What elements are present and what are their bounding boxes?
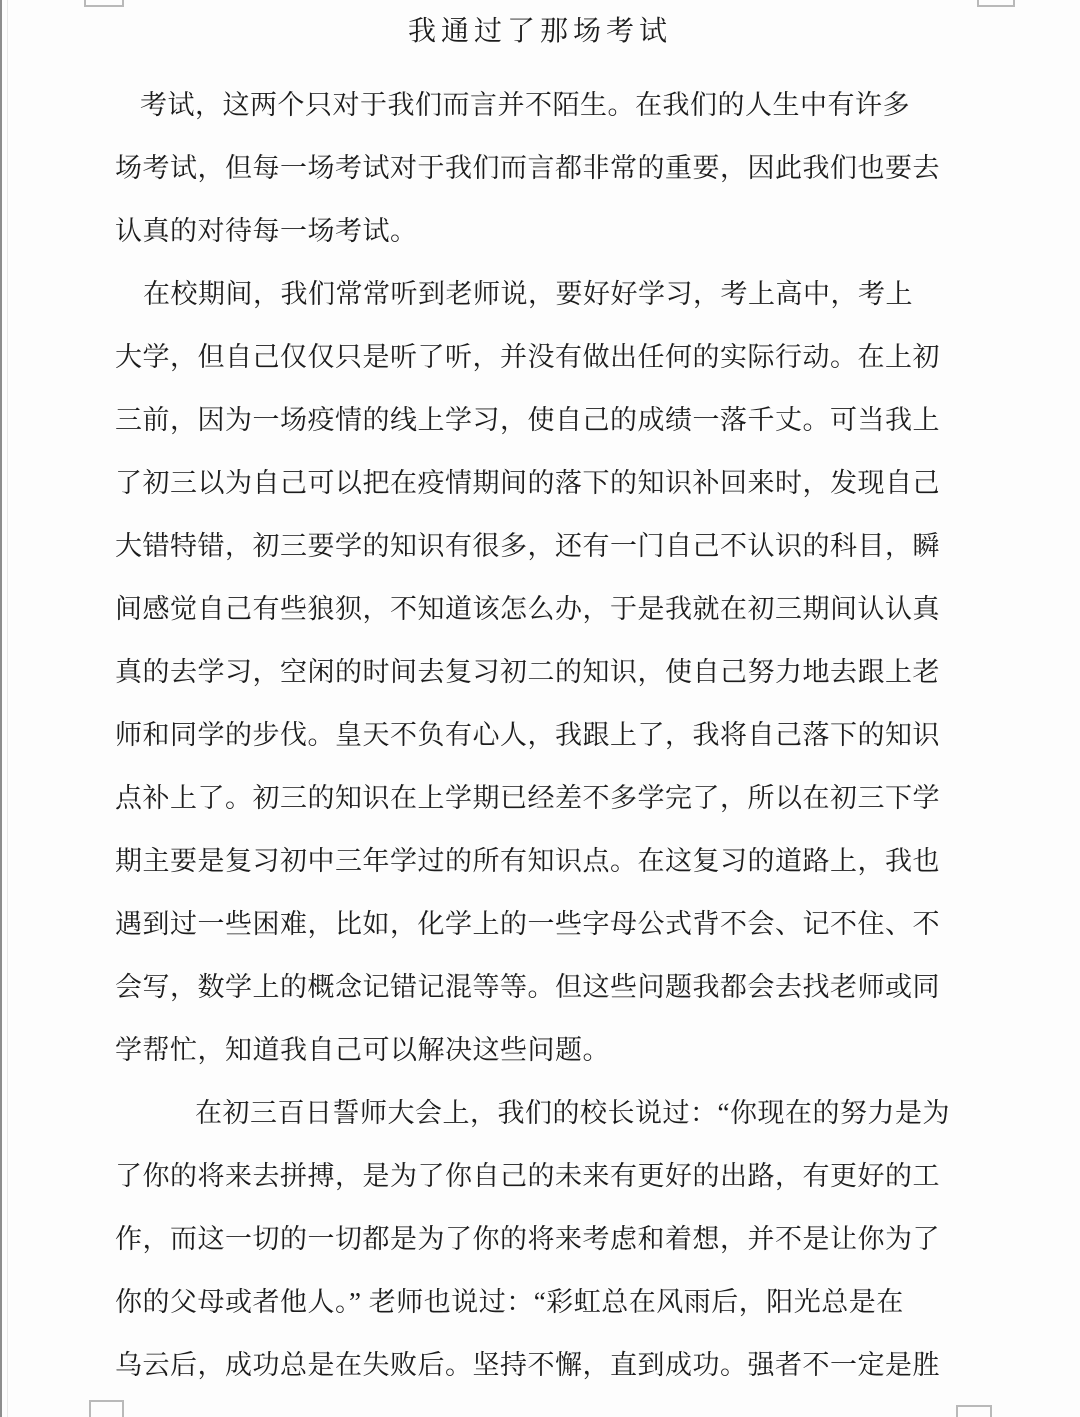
- essay-line-p2-l7: 真的去学习，空闲的时间去复习初二的知识，使自己努力地去跟上老: [115, 657, 940, 687]
- essay-body: [115, 74, 967, 1397]
- essay-line-p2-l11: 遇到过一些困难，比如，化学上的一些字母公式背不会、记不住、不: [115, 909, 940, 939]
- essay-line-p2-l6: 间感觉自己有些狼狈，不知道该怎么办，于是我就在初三期间认认真: [115, 594, 940, 624]
- essay-line-p2-l4: 了初三以为自己可以把在疫情期间的落下的知识补回来时，发现自己: [115, 468, 940, 498]
- essay-line-p3-l2: 了你的将来去拼搏，是为了你自己的未来有更好的出路，有更好的工: [115, 1161, 940, 1191]
- essay-title: 我通过了那场考试: [407, 16, 672, 47]
- essay-line-p3-l5: 乌云后，成功总是在失败后。坚持不懈，直到成功。强者不一定是胜: [115, 1350, 940, 1380]
- essay-line-p3-l4: 你的父母或者他人。” 老师也说过：“彩虹总在风雨后，阳光总是在: [115, 1287, 904, 1317]
- grid-box-mark-bottom-right: [956, 1405, 992, 1417]
- essay-line-p1-l2: 场考试，但每一场考试对于我们而言都非常的重要，因此我们也要去: [115, 153, 940, 183]
- essay-line-p2-l10: 期主要是复习初中三年学过的所有知识点。在这复习的道路上，我也: [115, 846, 940, 876]
- essay-line-p3-l3: 作，而这一切的一切都是为了你的将来考虑和着想，并不是让你为了: [115, 1224, 940, 1254]
- page-left-edge-line: [0, 0, 2, 1417]
- essay-line-p2-l5: 大错特错，初三要学的知识有很多，还有一门自己不认识的科目，瞬: [115, 531, 940, 561]
- essay-line-p2-l3: 三前，因为一场疫情的线上学习，使自己的成绩一落千丈。可当我上: [115, 405, 940, 435]
- grid-box-mark-bottom-left: [89, 1400, 124, 1417]
- essay-line-p1-l3: 认真的对待每一场考试。: [115, 216, 418, 246]
- essay-line-p2-l9: 点补上了。初三的知识在上学期已经差不多学完了，所以在初三下学: [115, 783, 940, 813]
- essay-line-p2-l12: 会写，数学上的概念记错记混等等。但这些问题我都会去找老师或同: [115, 972, 940, 1002]
- essay-line-p2-l2: 大学，但自己仅仅只是听了听，并没有做出任何的实际行动。在上初: [115, 342, 940, 372]
- essay-line-p2-l8: 师和同学的步伐。皇天不负有心人，我跟上了，我将自己落下的知识: [115, 720, 940, 750]
- essay-line-p2-l13: 学帮忙，知道我自己可以解决这些问题。: [115, 1035, 610, 1065]
- essay-line-p1-l1: 考试，这两个只对于我们而言并不陌生。在我们的人生中有许多: [140, 90, 910, 120]
- essay-line-p2-l1: 在校期间，我们常常听到老师说，要好好学习，考上高中，考上: [143, 279, 913, 309]
- page-left-edge-line-faint: [7, 0, 8, 1417]
- essay-line-p3-l1: 在初三百日誓师大会上，我们的校长说过：“你现在的努力是为: [195, 1098, 950, 1128]
